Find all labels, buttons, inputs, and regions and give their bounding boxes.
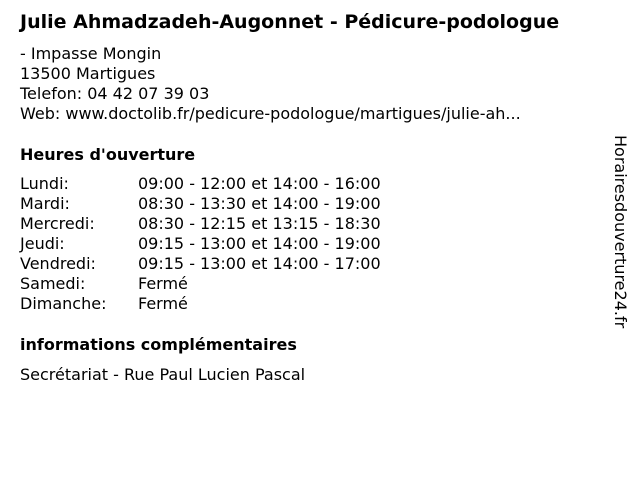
page-title: Julie Ahmadzadeh-Augonnet - Pédicure-podologue	[20, 11, 560, 33]
day-label: Samedi:	[20, 274, 86, 293]
site-watermark	[600, 0, 640, 480]
additional-info-heading: informations complémentaires	[20, 335, 297, 354]
day-hours: 09:15 - 13:00 et 14:00 - 19:00	[138, 234, 381, 253]
day-hours: 08:30 - 12:15 et 13:15 - 18:30	[138, 214, 381, 233]
day-label: Dimanche:	[20, 294, 107, 313]
day-label: Lundi:	[20, 174, 69, 193]
additional-info-text: Secrétariat - Rue Paul Lucien Pascal	[20, 365, 306, 384]
address-street: - Impasse Mongin	[20, 44, 162, 63]
day-hours: 08:30 - 13:30 et 14:00 - 19:00	[138, 194, 381, 213]
phone-number[interactable]: Telefon: 04 42 07 39 03	[20, 84, 210, 103]
day-label: Vendredi:	[20, 254, 96, 273]
day-label: Mercredi:	[20, 214, 95, 233]
day-hours: 09:15 - 13:00 et 14:00 - 17:00	[138, 254, 381, 273]
watermark-text[interactable]: Horairesdouverture24.fr	[611, 135, 630, 329]
day-hours: Fermé	[138, 274, 188, 293]
address-block	[20, 44, 521, 124]
website-link[interactable]: Web: www.doctolib.fr/pedicure-podologue/martigues/julie-ah...	[20, 104, 521, 123]
opening-hours-heading: Heures d'ouverture	[20, 145, 196, 164]
address-city: 13500 Martigues	[20, 64, 156, 83]
day-hours: Fermé	[138, 294, 188, 313]
day-label: Jeudi:	[20, 234, 65, 253]
day-hours: 09:00 - 12:00 et 14:00 - 16:00	[138, 174, 381, 193]
day-label: Mardi:	[20, 194, 70, 213]
